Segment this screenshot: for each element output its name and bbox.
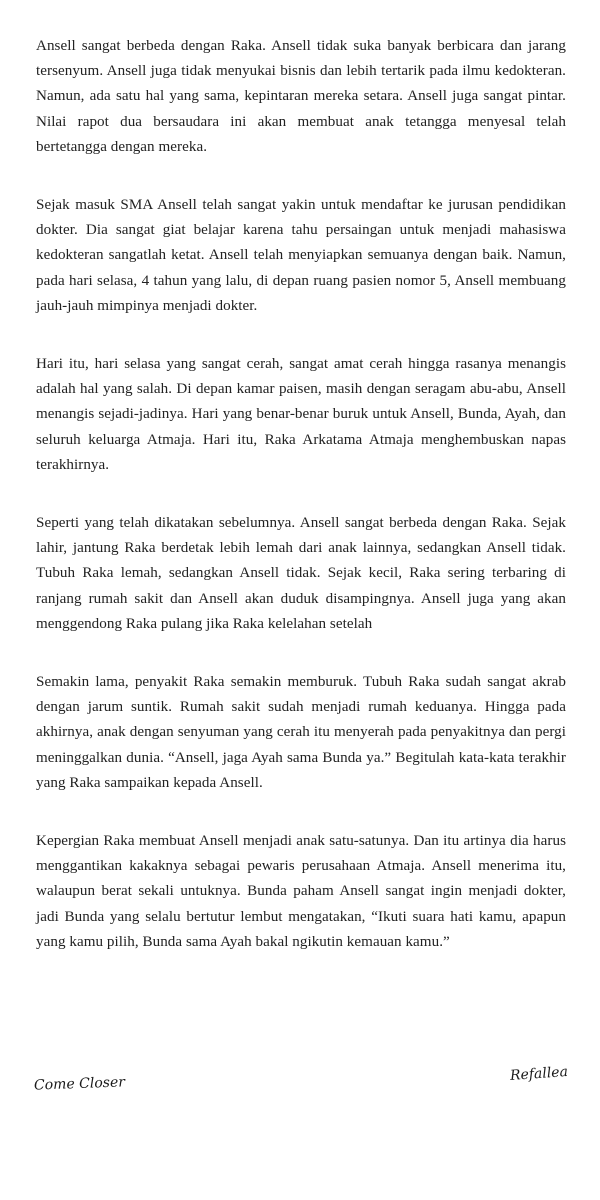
paragraph-5: Semakin lama, penyakit Raka semakin memburuk. Tubuh Raka sudah sangat akrab dengan jarum suntik. Rumah sakit sudah menjadi rumah keduanya. Hingga pada akhirnya, anak dengan senyuman yang cerah itu menyerah pada penyakitnya dan pergi meninggalkan dunia. “Ansell, jaga Ayah sama Bunda ya.” Begitulah kata-kata terakhir yang Raka sampaikan kepada Ansell. — [36, 674, 566, 791]
paragraph-2: Sejak masuk SMA Ansell telah sangat yakin untuk mendaftar ke jurusan pendidikan dokter. Dia sangat giat belajar karena tahu persaingan untuk menjadi mahasiswa kedokteran sangatlah ketat. Ansell telah menyiapkan semuanya dengan baik. Namun, pada hari selasa, 4 tahun yang lalu, di depan ruang pasien nomor 5, Ansell membuang jauh-jauh mimpinya menjadi dokter. — [36, 197, 566, 314]
signature-come-closer: Come Closer — [33, 1074, 126, 1094]
signature-refallea: Refallea — [509, 1063, 569, 1085]
paragraph-1: Ansell sangat berbeda dengan Raka. Ansell tidak suka banyak berbicara dan jarang tersenyum. Ansell juga tidak menyukai bisnis dan lebih tertarik pada ilmu kedokteran. Namun, ada satu hal yang sama, kepintaran mereka setara. Ansell juga sangat pintar. Nilai rapot dua bersaudara ini akan membuat anak tetangga menyesal telah bertetangga dengan mereka. — [36, 38, 566, 155]
paragraph-6: Kepergian Raka membuat Ansell menjadi anak satu-satunya. Dan itu artinya dia harus menggantikan kakaknya sebagai pewaris perusahaan Atmaja. Ansell menerima itu, walaupun berat sekali untuknya. Bunda paham Ansell sangat ingin menjadi dokter, jadi Bunda yang selalu bertutur lembut mengatakan, “Ikuti suara hati kamu, apapun yang kamu pilih, Bunda sama Ayah bakal ngikutin kemauan kamu.” — [36, 833, 566, 950]
story-body — [36, 34, 566, 988]
paragraph-3: Hari itu, hari selasa yang sangat cerah, sangat amat cerah hingga rasanya menangis adalah hal yang salah. Di depan kamar paisen, masih dengan seragam abu-abu, Ansell menangis sejadi-jadinya. Hari yang benar-benar buruk untuk Ansell, Bunda, Ayah, dan seluruh keluarga Atmaja. Hari itu, Raka Arkatama Atmaja menghembuskan napas terakhirnya. — [36, 356, 566, 473]
paragraph-4: Seperti yang telah dikatakan sebelumnya. Ansell sangat berbeda dengan Raka. Sejak lahir, jantung Raka berdetak lebih lemah dari anak lainnya, sedangkan Ansell tidak. Tubuh Raka lemah, sedangkan Ansell tidak. Sejak kecil, Raka sering terbaring di ranjang rumah sakit dan Ansell akan duduk disampingnya. Ansell juga yang akan menggendong Raka pulang jika Raka kelelahan setelah — [36, 515, 566, 632]
